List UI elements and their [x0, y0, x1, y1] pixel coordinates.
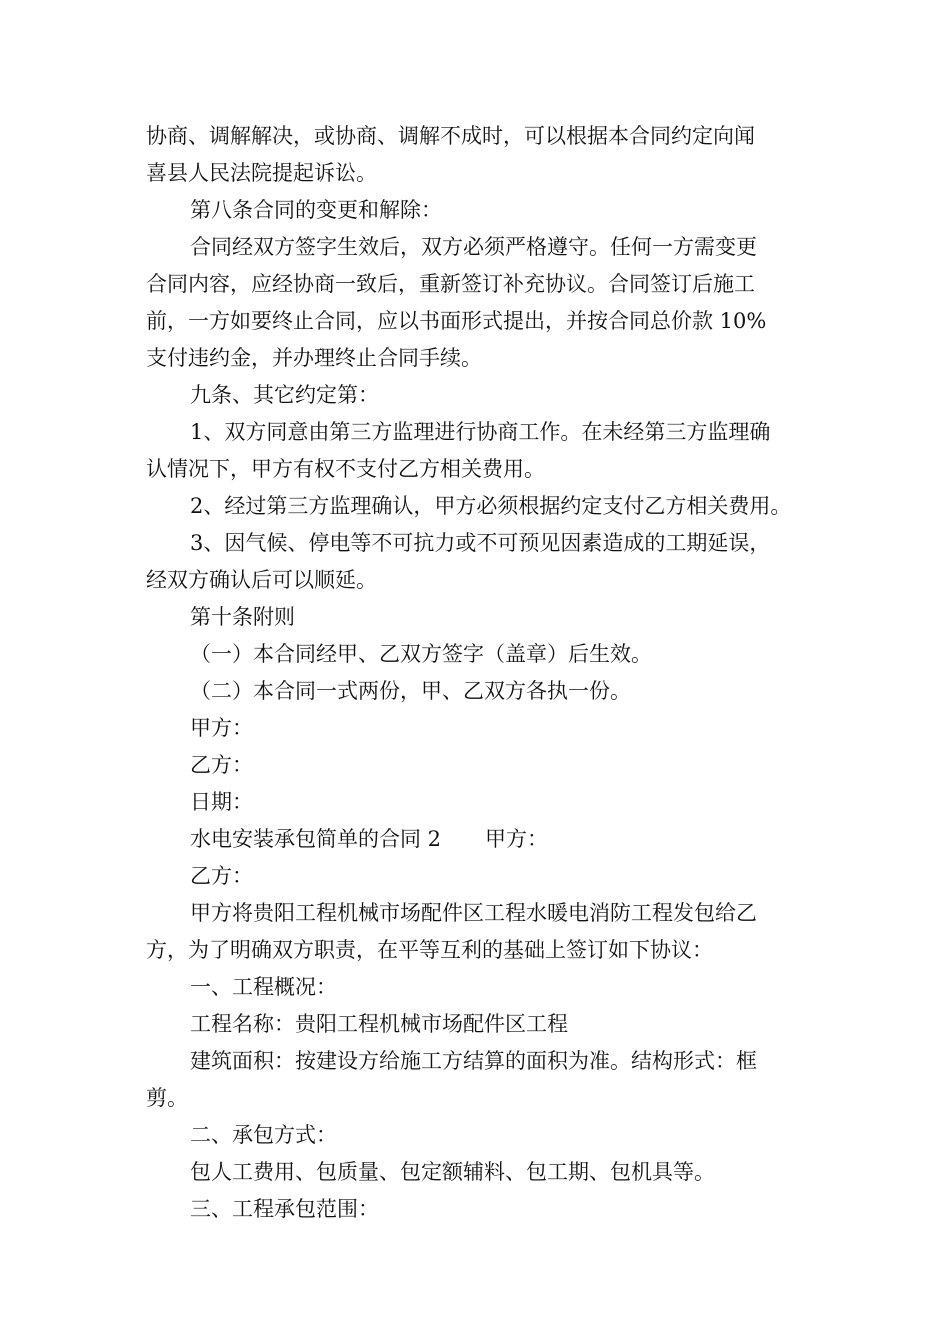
paragraph-line: 1、双方同意由第三方监理进行协商工作。在未经第三方监理确 — [190, 420, 771, 444]
paragraph-line: 剪。 — [146, 1086, 188, 1110]
paragraph-line: 合同经双方签字生效后，双方必须严格遵守。任何一方需变更 — [190, 235, 757, 259]
paragraph-line: 建筑面积：按建设方给施工方结算的面积为准。结构形式：框 — [190, 1049, 757, 1073]
party-b-signature-label: 乙方： — [190, 753, 253, 777]
paragraph-line: （一）本合同经甲、乙双方签字（盖章）后生效。 — [190, 642, 652, 666]
paragraph-line: 喜县人民法院提起诉讼。 — [146, 161, 377, 185]
section-2-heading: 二、承包方式： — [190, 1123, 337, 1147]
paragraph-line: 工程名称：贵阳工程机械市场配件区工程 — [190, 1012, 568, 1036]
party-a-signature-label: 甲方： — [190, 716, 253, 740]
paragraph-line: 2、经过第三方监理确认，甲方必须根据约定支付乙方相关费用。 — [190, 494, 792, 518]
section-3-heading: 三、工程承包范围： — [190, 1197, 379, 1221]
contract-body — [146, 118, 814, 1228]
party-a-label: 甲方： — [485, 827, 549, 851]
paragraph-line: 认情况下，甲方有权不支付乙方相关费用。 — [146, 457, 545, 481]
contract-2-title: 水电安装承包简单的合同 2 — [190, 827, 442, 851]
paragraph-line: 协商、调解解决，或协商、调解不成时，可以根据本合同约定向闻 — [146, 124, 755, 148]
paragraph-line: 甲方将贵阳工程机械市场配件区工程水暖电消防工程发包给乙 — [190, 901, 757, 925]
party-b-label: 乙方： — [190, 864, 253, 888]
paragraph-line: 合同内容，应经协商一致后，重新签订补充协议。合同签订后施工 — [146, 272, 755, 296]
article-10-heading: 第十条附则 — [190, 605, 295, 629]
article-9-heading: 九条、其它约定第： — [190, 383, 379, 407]
paragraph-line: （二）本合同一式两份，甲、乙双方各执一份。 — [190, 679, 631, 703]
paragraph-line: 包人工费用、包质量、包定额辅料、包工期、包机具等。 — [190, 1160, 715, 1184]
paragraph-line: 方，为了明确双方职责，在平等互利的基础上签订如下协议： — [146, 938, 713, 962]
paragraph-line: 支付违约金，并办理终止合同手续。 — [146, 346, 482, 370]
paragraph-line: 3、因气候、停电等不可抗力或不可预见因素造成的工期延误， — [190, 531, 771, 555]
section-1-heading: 一、工程概况： — [190, 975, 337, 999]
date-label: 日期： — [190, 790, 253, 814]
paragraph-line: 经双方确认后可以顺延。 — [146, 568, 377, 592]
paragraph-line: 前，一方如要终止合同，应以书面形式提出，并按合同总价款 10% — [146, 309, 767, 333]
article-8-heading: 第八条合同的变更和解除： — [190, 198, 442, 222]
contract-2-title-line — [146, 821, 814, 858]
